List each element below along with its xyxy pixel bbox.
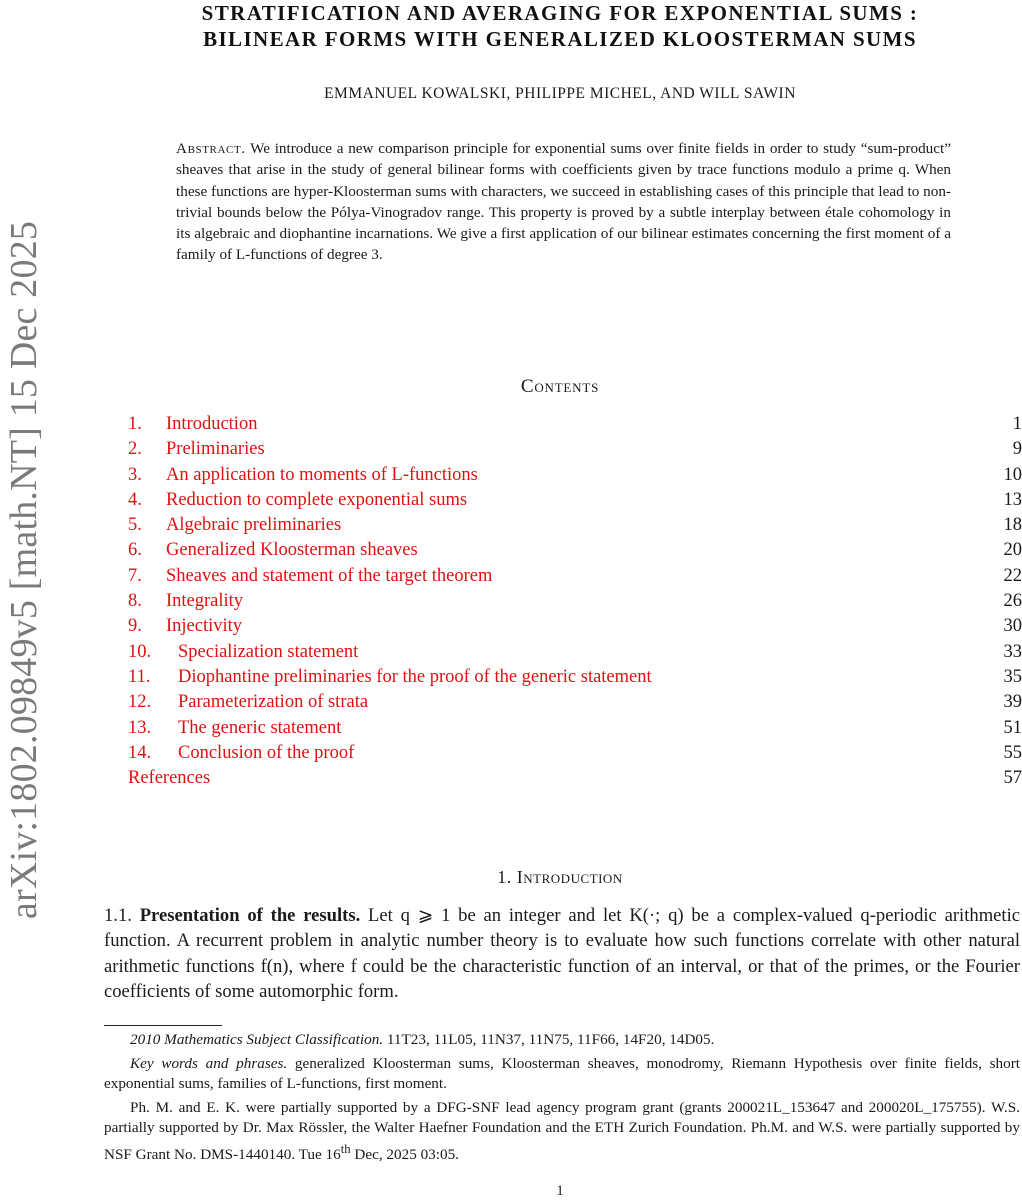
date-prefix: Tue 16	[298, 1145, 341, 1163]
toc-link[interactable]: References	[128, 768, 211, 789]
toc-link[interactable]: Injectivity	[166, 616, 243, 637]
toc-page: 35	[1003, 666, 1022, 687]
footnote-msc	[104, 1030, 1020, 1051]
toc-number: 4.	[128, 489, 142, 510]
toc-page: 10	[1003, 464, 1022, 485]
toc-number: 11.	[128, 666, 151, 687]
toc-entry-preliminaries[interactable]	[128, 437, 1022, 462]
toc-number: 6.	[128, 540, 142, 561]
abstract-text: We introduce a new comparison principle for exponential sums over finite fields in order to study “sum-product” sheaves that arise in the study of general bilinear forms with coefficients given by trace functions modulo a prime q. When these functions are hyper-Kloosterman sums with characters, we succeed in establishing cases of this principle that lead to non-trivial bounds below the Pólya-Vinogradov range. This property is proved by a subtle interplay between étale cohomology in its algebraic and diophantine incarnations. We give a first application of our bilinear estimates concerning the first moment of a family of L-functions of degree 3.	[176, 140, 951, 264]
title-line-1: STRATIFICATION AND AVERAGING FOR EXPONENTIAL SUMS :	[201, 1, 919, 25]
toc-page: 18	[1003, 515, 1022, 536]
footnote-support	[104, 1098, 1020, 1166]
arxiv-identifier: arXiv:1802.09849v5 [math.NT] 15 Dec 2025	[3, 220, 46, 920]
toc-entry-algebraic-preliminaries[interactable]	[128, 513, 1022, 538]
toc-entry-references[interactable]	[128, 766, 1022, 791]
section-heading-introduction	[100, 867, 1020, 888]
toc-page: 39	[1003, 692, 1022, 713]
toc-page: 30	[1003, 616, 1022, 637]
section-title: Introduction	[516, 867, 623, 887]
toc-link[interactable]: Generalized Kloosterman sheaves	[166, 540, 418, 561]
toc-link[interactable]: Preliminaries	[166, 439, 265, 460]
table-of-contents	[128, 412, 1022, 791]
subsection-number: 1.1.	[104, 905, 132, 926]
toc-number: 3.	[128, 464, 142, 485]
paper-title	[100, 0, 1020, 52]
toc-entry-integrality[interactable]	[128, 589, 1022, 614]
toc-page: 13	[1003, 489, 1022, 510]
toc-number: 10.	[128, 641, 152, 662]
toc-number: 5.	[128, 515, 142, 536]
toc-page: 9	[1012, 439, 1022, 460]
arxiv-side-stamp	[4, 200, 44, 940]
intro-text: Let q ⩾ 1 be an integer and let K(·; q) be a complex-valued q-periodic arithmetic function. A recurrent problem in analytic number theory is to evaluate how such functions correlate with other natural arithmetic functions f(n), where f could be the characteristic function of an interval, or that of the primes, or the Fourier coefficients of some automorphic form.	[104, 905, 1020, 1002]
toc-number: 8.	[128, 591, 142, 612]
toc-link[interactable]: Specialization statement	[178, 641, 359, 662]
toc-page: 33	[1003, 641, 1022, 662]
msc-codes: 11T23, 11L05, 11N37, 11N75, 11F66, 14F20, 14D05.	[386, 1031, 715, 1048]
date-suffix: Dec, 2025 03:05.	[354, 1145, 459, 1163]
toc-page: 20	[1003, 540, 1022, 561]
toc-entry-injectivity[interactable]	[128, 614, 1022, 639]
toc-entry-diophantine[interactable]	[128, 665, 1022, 690]
intro-paragraph	[104, 903, 1020, 1004]
toc-entry-reduction[interactable]	[128, 488, 1022, 513]
toc-link[interactable]: Introduction	[166, 414, 258, 434]
subsection-title: Presentation of the results.	[139, 905, 361, 926]
keywords-label: Key words and phrases.	[130, 1054, 288, 1072]
toc-number: 13.	[128, 717, 152, 738]
section-number: 1.	[497, 867, 512, 887]
toc-link[interactable]: Conclusion of the proof	[178, 742, 355, 763]
title-line-2: BILINEAR FORMS WITH GENERALIZED KLOOSTERMAN SUMS	[203, 27, 917, 51]
toc-link[interactable]: Diophantine preliminaries for the proof of the generic statement	[178, 666, 652, 687]
support-text: Ph. M. and E. K. were partially supported by a DFG-SNF lead agency program grant (grants 200021L_153647 and 200020L_175755). W.S. partially supported by Dr. Max Rössler, the Walter Haefner Foundation and the ETH Zurich Foundation. Ph.M. and W.S. were partially supported by NSF Grant No. DMS-1440140.	[104, 1098, 1020, 1163]
toc-page: 51	[1003, 717, 1022, 738]
toc-link[interactable]: An application to moments of L-functions	[166, 464, 478, 485]
toc-link[interactable]: The generic statement	[178, 717, 342, 738]
footnote-rule	[104, 1025, 222, 1026]
author-list: EMMANUEL KOWALSKI, PHILIPPE MICHEL, AND WILL SAWIN	[324, 85, 796, 102]
toc-link[interactable]: Reduction to complete exponential sums	[166, 489, 468, 510]
msc-label: 2010 Mathematics Subject Classification.	[130, 1031, 384, 1048]
toc-number: 2.	[128, 439, 142, 460]
toc-page: 22	[1003, 565, 1022, 586]
toc-page: 26	[1003, 591, 1022, 612]
footnotes	[104, 1030, 1020, 1165]
toc-link[interactable]: Algebraic preliminaries	[166, 515, 342, 536]
contents-heading: Contents	[520, 376, 600, 397]
footnote-keywords	[104, 1054, 1020, 1095]
toc-page: 1	[1012, 414, 1022, 434]
toc-link[interactable]: Parameterization of strata	[178, 692, 369, 713]
toc-entry-kloosterman-sheaves[interactable]	[128, 538, 1022, 563]
toc-entry-introduction[interactable]	[128, 412, 1022, 437]
toc-number: 14.	[128, 742, 152, 763]
toc-entry-parameterization[interactable]	[128, 690, 1022, 715]
toc-entry-application[interactable]	[128, 463, 1022, 488]
toc-entry-generic-statement[interactable]	[128, 716, 1022, 741]
toc-link[interactable]: Sheaves and statement of the target theorem	[166, 565, 493, 586]
toc-page: 57	[1003, 768, 1022, 789]
page-number: 1	[556, 1183, 564, 1199]
abstract-label: Abstract.	[176, 140, 246, 157]
toc-link[interactable]: Integrality	[166, 591, 244, 612]
toc-number: 1.	[128, 414, 142, 434]
toc-number: 7.	[128, 565, 142, 586]
toc-number: 12.	[128, 692, 152, 713]
abstract	[176, 138, 951, 266]
toc-entry-target-theorem[interactable]	[128, 564, 1022, 589]
date-superscript: th	[340, 1141, 351, 1156]
toc-page: 55	[1003, 742, 1022, 763]
toc-entry-specialization[interactable]	[128, 640, 1022, 665]
keywords-text: generalized Kloosterman sums, Kloosterman sheaves, monodromy, Riemann Hypothesis over finite fields, short exponential sums, families of L-functions, first moment.	[104, 1054, 1020, 1092]
toc-number: 9.	[128, 616, 142, 637]
toc-entry-conclusion[interactable]	[128, 741, 1022, 766]
